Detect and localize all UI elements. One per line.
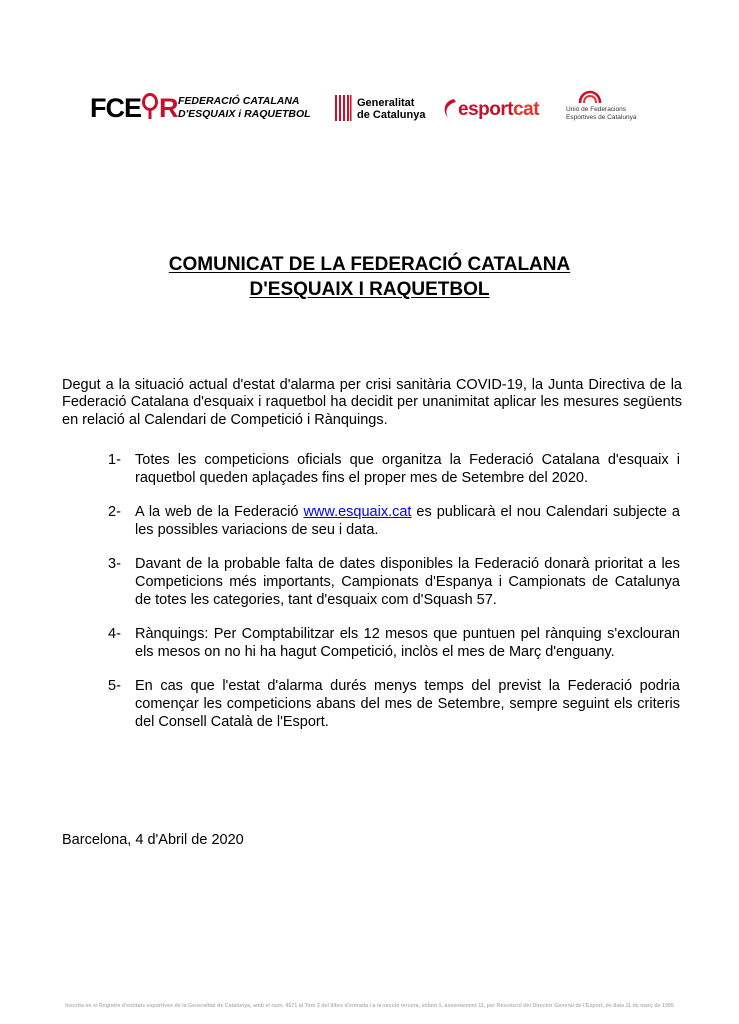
generalitat-logo-text — [357, 97, 425, 121]
list-item-text: Totes les competicions oficials que organitza la Federació Catalana d'esquaix i raquetbol queden aplaçades fins el proper mes de Setembre del 2020. — [135, 452, 680, 486]
list-item-number: 5- — [108, 678, 121, 695]
ufec-logo-line2: Esportives de Catalunya — [566, 114, 637, 121]
list-item-number: 3- — [108, 556, 121, 573]
list-item-number: 1- — [108, 452, 121, 468]
generalitat-logo-line1: Generalitat — [357, 97, 415, 109]
document-title-line1: COMUNICAT DE LA FEDERACIÓ CATALANA — [168, 254, 571, 275]
ufec-logo-line1: Unió de Federacions — [566, 106, 626, 113]
list-item-text-after: es publicarà el nou Calendari subjecte a les possibles variacions de seu i data. — [135, 504, 680, 538]
list-item — [108, 626, 680, 661]
fcepr-logo-line2: D'ESQUAIX i RAQUETBOL — [178, 108, 311, 120]
swoosh-icon — [440, 97, 460, 121]
fcepr-logo-line1: FEDERACIÓ CATALANA — [178, 95, 300, 107]
senyera-icon — [334, 94, 352, 122]
esportcat-logo-text: esportcat — [458, 99, 540, 120]
list-item-number: 2- — [108, 504, 121, 521]
list-item-text: Rànquings: Per Comptabilitzar els 12 mesos que puntuen pel rànquing s'exclouran els mesos on no hi ha hagut Competició, inclòs el mes de Març d'enguany. — [135, 626, 680, 660]
registry-footer: Inscrita en el Registre d'entitats esportives de la Generalitat de Catalunya, amb el núm. 4571 al Tom 3 del llibre d'entrada i a la secció tercera, volum 1, assentament 11, per Resolució del Director General de l'Esport, de data 11 de març de 1995 — [65, 1003, 674, 1009]
measures-list — [108, 452, 680, 748]
generalitat-logo-line2: de Catalunya — [357, 109, 426, 121]
ufec-logo-text — [566, 106, 636, 122]
logo-bar — [0, 88, 739, 134]
document-title — [0, 252, 739, 302]
list-item — [108, 556, 680, 609]
list-item-number: 4- — [108, 626, 121, 643]
fcepr-logo-mark: FCE R — [90, 93, 178, 123]
list-item — [108, 452, 680, 487]
list-item — [108, 678, 680, 731]
list-item-text-before: A la web de la Federació — [135, 504, 304, 521]
list-item-text: Davant de la probable falta de dates disponibles la Federació donarà prioritat a les Competicions més importants, Campionats d'Espanya i Campionats de Catalunya de totes les categories, tant d'esquaix com d'Squash 57. — [135, 556, 680, 608]
list-item-text: En cas que l'estat d'alarma durés menys temps del previst la Federació podria començar les competicions abans del mes de Setembre, sempre seguint els criteris del Consell Català de l'Esport. — [135, 678, 680, 730]
federation-website-link[interactable]: www.esquaix.cat — [303, 504, 412, 521]
list-item — [108, 504, 680, 539]
ufec-mark-icon — [572, 90, 608, 104]
fcepr-logo-text — [178, 95, 311, 121]
racket-icon — [141, 93, 159, 120]
document-title-line2: D'ESQUAIX I RAQUETBOL — [249, 279, 490, 300]
intro-paragraph: Degut a la situació actual d'estat d'alarma per crisi sanitària COVID-19, la Junta Directiva de la Federació Catalana d'esquaix i raquetbol ha decidit per unanimitat aplicar les mesures següents en relació al Calendari de Competició i Rànquings. — [62, 377, 682, 428]
place-and-date: Barcelona, 4 d'Abril de 2020 — [62, 832, 244, 848]
